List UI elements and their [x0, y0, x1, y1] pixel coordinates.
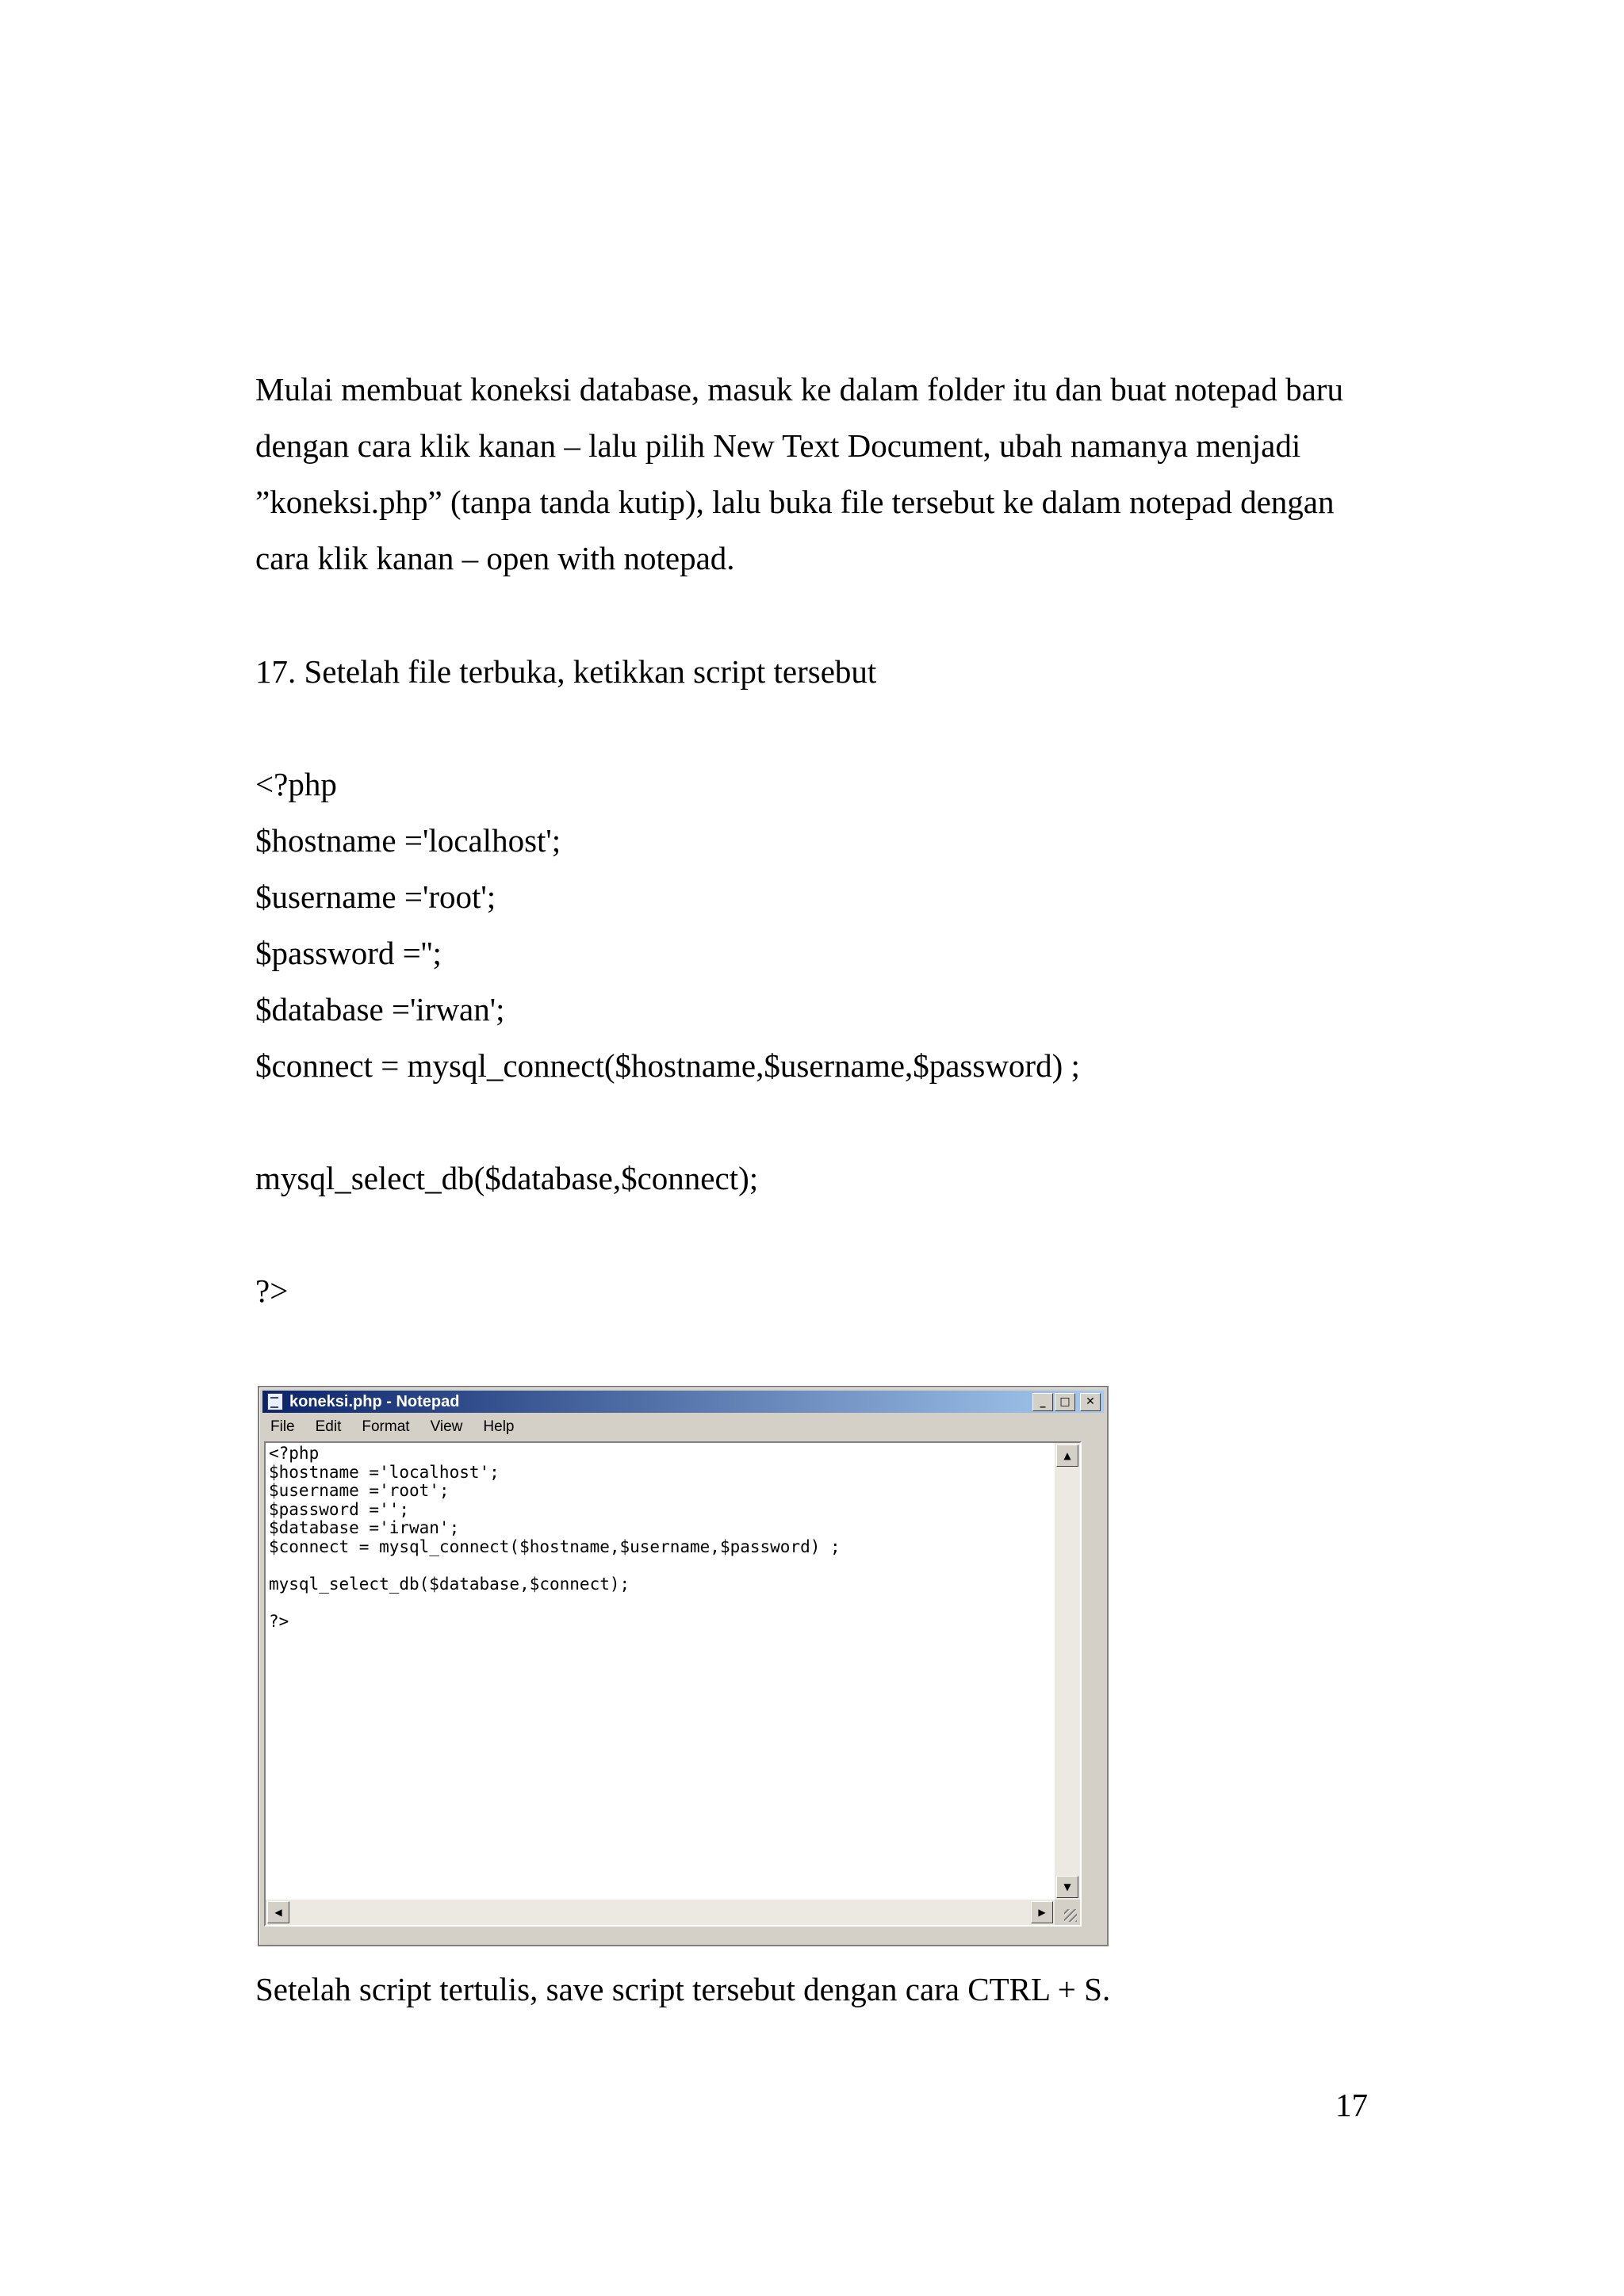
code-line: ?> — [255, 1272, 289, 1309]
intro-paragraph — [255, 362, 1405, 587]
editor-content[interactable]: <?php $hostname ='localhost'; $username ='root'; $password =''; $database ='irwan'; $connect = mysql_connect($hostname,$username,$password) ; mysql_select_db($database,$connect); ?> — [269, 1444, 841, 1631]
notepad-icon — [267, 1393, 283, 1410]
menubar — [262, 1414, 1104, 1440]
step-heading: 17. Setelah file terbuka, ketikkan script tersebut — [255, 653, 877, 690]
menu-format[interactable]: Format — [362, 1418, 410, 1435]
text-editor[interactable] — [264, 1441, 1082, 1927]
resize-grip-icon[interactable] — [1055, 1900, 1080, 1925]
code-line: $hostname ='localhost'; — [255, 822, 561, 859]
page-number: 17 — [1335, 2087, 1368, 2123]
scroll-left-icon[interactable]: ◀ — [267, 1901, 289, 1923]
notepad-titlebar[interactable] — [262, 1391, 1104, 1413]
code-line: $username ='root'; — [255, 878, 496, 915]
code-listing — [255, 756, 1405, 1319]
notepad-title: koneksi.php - Notepad — [289, 1392, 460, 1410]
code-line: $database ='irwan'; — [255, 991, 505, 1027]
code-line: <?php — [255, 766, 337, 802]
menu-view[interactable]: View — [430, 1418, 463, 1435]
scroll-down-icon[interactable]: ▼ — [1056, 1876, 1078, 1898]
caption: Setelah script tertulis, save script tersebut dengan cara CTRL + S. — [255, 1971, 1111, 2007]
code-line: $password =''; — [255, 935, 442, 971]
minimize-button[interactable]: _ — [1032, 1393, 1053, 1411]
horizontal-scrollbar[interactable] — [266, 1900, 1055, 1925]
window-controls — [1032, 1393, 1101, 1411]
paragraph-line: Mulai membuat koneksi database, masuk ke dalam folder itu dan buat notepad baru — [255, 371, 1343, 408]
paragraph-line: dengan cara klik kanan – lalu pilih New Text Document, ubah namanya menjadi — [255, 427, 1301, 464]
scroll-right-icon[interactable]: ▶ — [1031, 1901, 1053, 1923]
menu-file[interactable]: File — [270, 1418, 295, 1435]
menu-help[interactable]: Help — [483, 1418, 515, 1435]
code-line: $connect = mysql_connect($hostname,$username,$password) ; — [255, 1047, 1080, 1084]
menu-edit[interactable]: Edit — [315, 1418, 342, 1435]
code-line — [255, 1207, 1405, 1263]
paragraph-line: ”koneksi.php” (tanpa tanda kutip), lalu buka file tersebut ke dalam notepad dengan — [255, 484, 1335, 520]
maximize-button[interactable]: □ — [1055, 1393, 1075, 1411]
code-line: mysql_select_db($database,$connect); — [255, 1160, 759, 1196]
notepad-window-screenshot — [258, 1386, 1109, 1946]
vertical-scrollbar[interactable] — [1055, 1443, 1080, 1900]
close-button[interactable]: ✕ — [1080, 1393, 1101, 1411]
scroll-up-icon[interactable]: ▲ — [1056, 1445, 1078, 1467]
paragraph-line: cara klik kanan – open with notepad. — [255, 540, 735, 576]
code-line — [255, 1094, 1405, 1150]
